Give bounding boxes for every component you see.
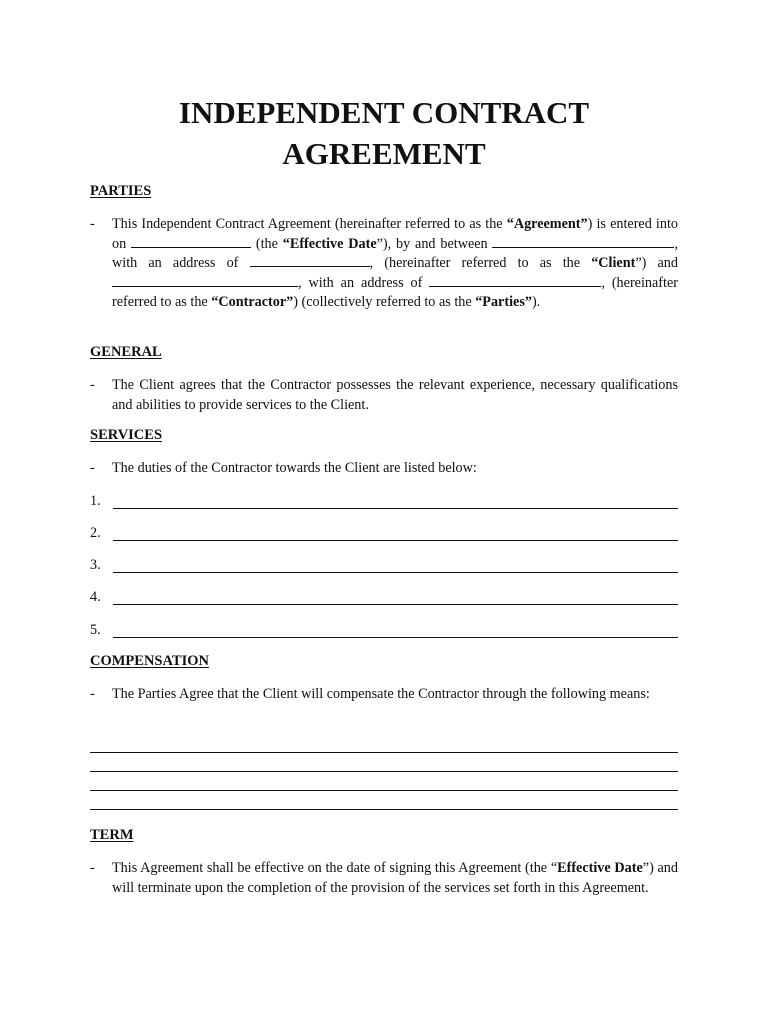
compensation-text: The Parties Agree that the Client will compensate the Contractor through the following means: [112, 686, 650, 702]
services-text: The duties of the Contractor towards the Client are listed below: [112, 460, 477, 476]
bullet-dash: - [90, 216, 95, 232]
service-blank-line[interactable] [113, 508, 678, 509]
contractor-address-blank[interactable] [429, 274, 601, 287]
service-number: 1. [90, 493, 101, 509]
parties-heading: PARTIES [90, 183, 152, 199]
compensation-blank-line[interactable] [90, 809, 678, 810]
client-name-blank[interactable] [492, 235, 674, 248]
compensation-blank-line[interactable] [90, 771, 678, 772]
service-number: 5. [90, 622, 101, 638]
contractor-name-blank[interactable] [112, 274, 298, 287]
term-heading: TERM [90, 827, 134, 843]
service-blank-line[interactable] [113, 540, 678, 541]
service-blank-line[interactable] [113, 572, 678, 573]
title-line-2: AGREEMENT [282, 136, 486, 171]
service-number: 4. [90, 589, 101, 605]
effective-date-blank[interactable] [131, 235, 251, 248]
service-blank-line[interactable] [113, 637, 678, 638]
parties-text: This Independent Contract Agreement (hereinafter referred to as the “Agreement”) is entered into on (the “Effective Date”), by and between , with an address of , (hereinafter referred to as the “Client”) and , with an address of , (hereinafter referred to as the “Contractor”) (collectively referred to as the “Parties”). [112, 216, 679, 311]
bullet-dash: - [90, 860, 95, 876]
services-paragraph [90, 459, 678, 479]
general-heading: GENERAL [90, 344, 162, 360]
services-heading: SERVICES [90, 427, 163, 443]
term-paragraph [90, 859, 678, 898]
bullet-dash: - [90, 686, 95, 702]
term-text: This Agreement shall be effective on the date of signing this Agreement (the “Effective Date”) and will terminate upon the completion of the provision of the services set forth in this Agreement. [112, 860, 678, 896]
compensation-blank-line[interactable] [90, 752, 678, 753]
service-blank-line[interactable] [113, 604, 678, 605]
bullet-dash: - [90, 460, 95, 476]
bullet-dash: - [90, 377, 95, 393]
service-item-1 [90, 493, 678, 513]
service-item-3 [90, 557, 678, 577]
service-number: 3. [90, 557, 101, 573]
service-number: 2. [90, 525, 101, 541]
service-item-2 [90, 525, 678, 545]
client-address-blank[interactable] [250, 254, 370, 267]
document-title [0, 92, 768, 174]
title-line-1: INDEPENDENT CONTRACT [178, 95, 590, 130]
compensation-blank-line[interactable] [90, 790, 678, 791]
compensation-heading: COMPENSATION [90, 653, 209, 669]
general-text: The Client agrees that the Contractor possesses the relevant experience, necessary qualifications and abilities to provide services to the Client. [112, 377, 678, 413]
compensation-paragraph [90, 685, 678, 705]
service-item-5 [90, 622, 678, 642]
service-item-4 [90, 589, 678, 609]
general-paragraph [90, 376, 678, 415]
parties-paragraph [90, 215, 678, 313]
